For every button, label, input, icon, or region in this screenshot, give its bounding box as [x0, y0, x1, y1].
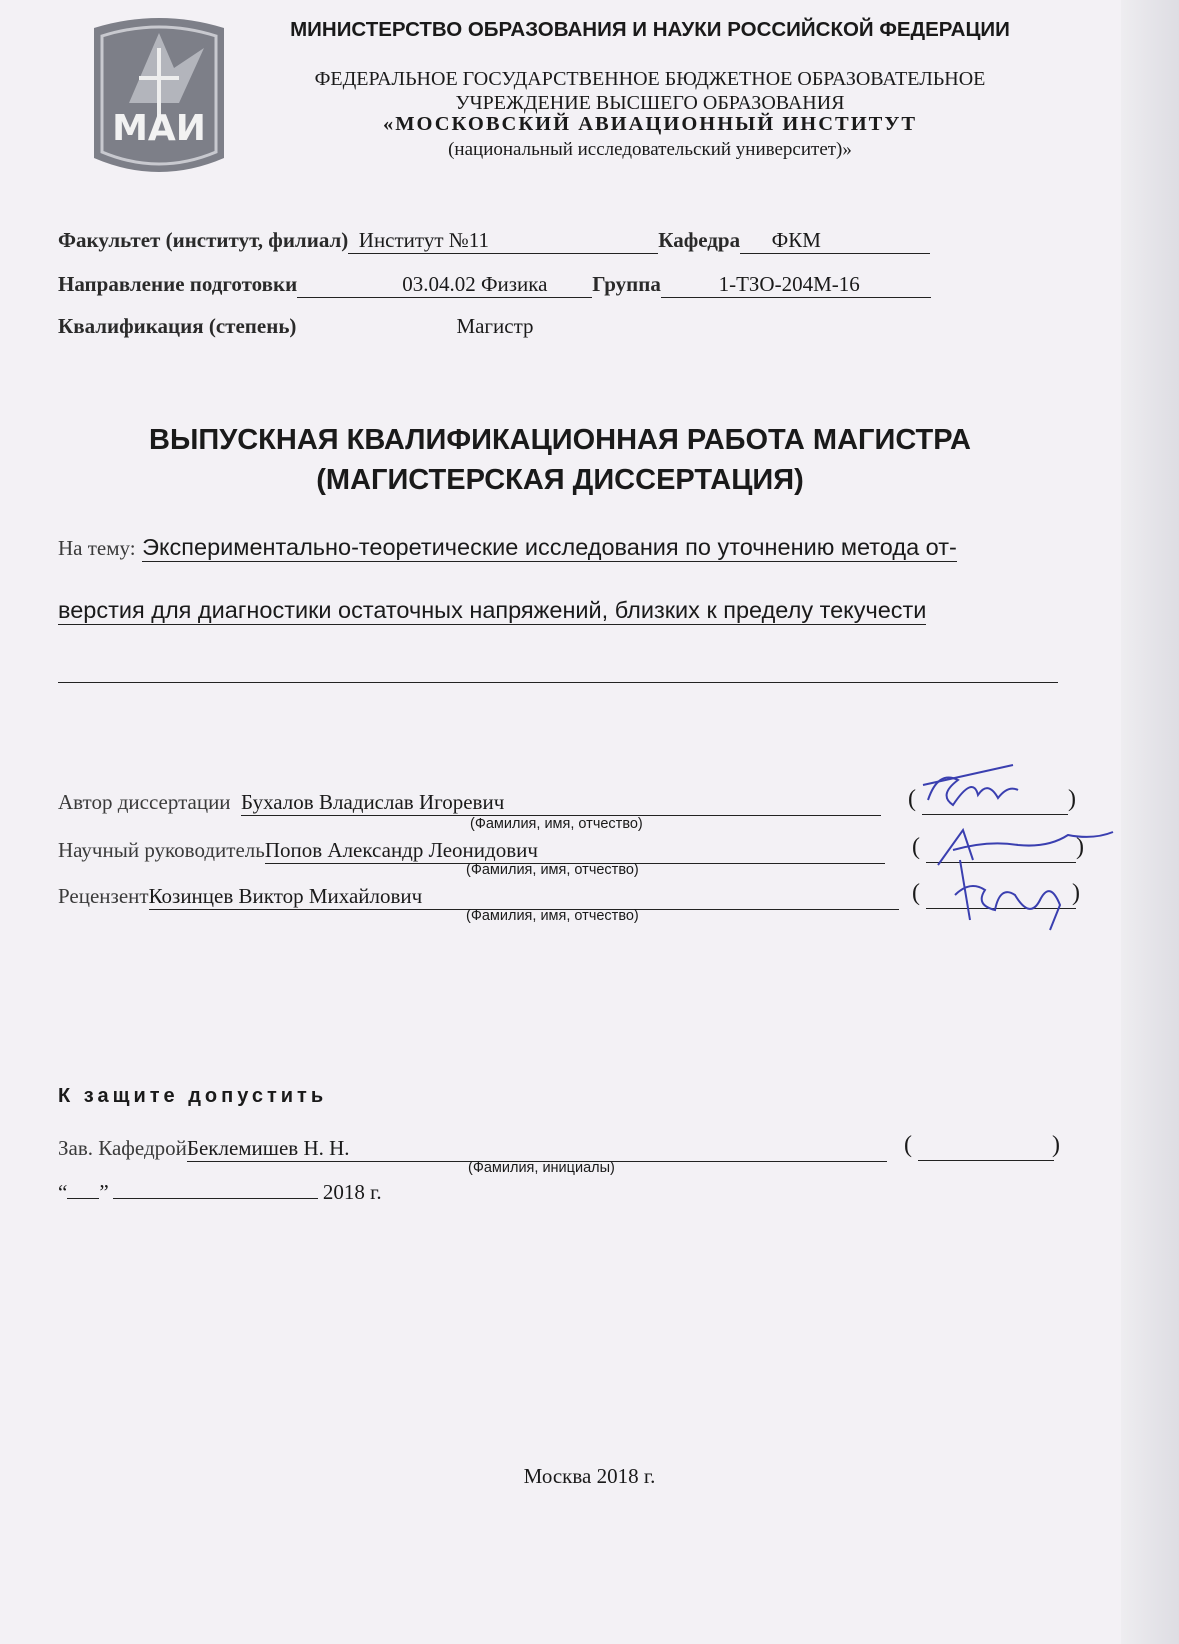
department-label: Кафедра	[658, 228, 741, 252]
author-row	[58, 790, 881, 816]
svg-text:МАИ: МАИ	[112, 108, 206, 149]
reviewer-label: Рецензент	[58, 884, 149, 908]
institution-type-line1: ФЕДЕРАЛЬНОЕ ГОСУДАРСТВЕННОЕ БЮДЖЕТНОЕ ОБРАЗОВАТЕЛЬНОЕ	[314, 68, 986, 90]
date-year: 2018 г.	[322, 1180, 382, 1204]
department-value: ФКМ	[740, 228, 930, 254]
author-label: Автор диссертации	[58, 790, 231, 814]
reviewer-row	[58, 884, 899, 910]
mai-logo	[84, 8, 234, 186]
group-label: Группа	[592, 272, 661, 296]
date-row: “ ” 2018 г.	[58, 1180, 382, 1204]
page-edge-shadow	[1121, 0, 1179, 1644]
university-subtitle: (национальный исследовательский университет)»	[448, 139, 852, 160]
topic-line1	[58, 534, 957, 562]
thesis-title-line1: ВЫПУСКНАЯ КВАЛИФИКАЦИОННАЯ РАБОТА МАГИСТРА	[149, 424, 971, 456]
admit-heading: К защите допустить	[58, 1085, 328, 1107]
institution-type-line2: УЧРЕЖДЕНИЕ ВЫСШЕГО ОБРАЗОВАНИЯ	[455, 92, 845, 114]
ministry-heading: МИНИСТЕРСТВО ОБРАЗОВАНИЯ И НАУКИ РОССИЙСКОЙ ФЕДЕРАЦИИ	[290, 18, 1010, 41]
direction-label: Направление подготовки	[58, 272, 298, 296]
university-name: «МОСКОВСКИЙ АВИАЦИОННЫЙ ИНСТИТУТ	[382, 113, 918, 135]
head-hint: (Фамилия, инициалы)	[468, 1160, 615, 1176]
author-signature	[918, 760, 1028, 820]
topic-blank-line	[58, 682, 1058, 683]
direction-value: 03.04.02 Физика	[297, 272, 592, 298]
city-year: Москва 2018 г.	[523, 1464, 656, 1488]
supervisor-row	[58, 838, 885, 864]
faculty-value: Институт №11	[348, 228, 658, 254]
supervisor-hint: (Фамилия, имя, отчество)	[466, 862, 639, 878]
head-row	[58, 1136, 887, 1162]
thesis-title-line2: (МАГИСТЕРСКАЯ ДИССЕРТАЦИЯ)	[316, 464, 804, 496]
topic-text-2: верстия для диагностики остаточных напряжений, близких к пределу текучести	[58, 597, 927, 623]
reviewer-hint: (Фамилия, имя, отчество)	[466, 908, 639, 924]
reviewer-signature	[940, 850, 1070, 935]
author-hint: (Фамилия, имя, отчество)	[470, 816, 643, 832]
reviewer-name: Козинцев Виктор Михайлович	[149, 884, 899, 910]
faculty-label: Факультет (институт, филиал)	[58, 228, 349, 252]
head-label: Зав. Кафедрой	[58, 1136, 187, 1160]
date-quote: “	[58, 1180, 68, 1204]
qualification-value: Магистр	[456, 314, 534, 338]
title-page: МАИ МИНИСТЕРСТВО ОБРАЗОВАНИЯ И НАУКИ РОССИЙСКОЙ ФЕДЕРАЦИИ ФЕДЕРАЛЬНОЕ ГОСУДАРСТВЕННОЕ БЮДЖЕТНОЕ ОБРАЗОВАТЕЛЬНОЕ УЧРЕЖДЕНИЕ ВЫСШЕГО ОБРАЗОВАНИЯ «МОСКОВСКИЙ АВИАЦИОННЫЙ ИНСТИТУТ (национальный исследовательский университет)» Факультет (институт, филиал) Институт №11 Кафедра ФКМ Направление подготовки 03.04.02 Физика Группа 1-ТЗО-204М-16 Квалификация (степень) Магистр ВЫПУСКНАЯ КВАЛИФИКАЦИОННАЯ РАБОТА МАГИСТРА (МАГИСТЕРСКАЯ ДИССЕРТАЦИЯ) На тему: Экспериментально-теоретические исследования по уточнению метода от- верстия для диагностики остаточных напряжений, близких к пределу текучести Автор диссертации Бухалов Владислав Игоревич ( ) (Фамилия, имя, отчество) Научный руководительПопов Александр Леонидович ( ) (Фамилия, имя, отчество) РецензентКозинцев Виктор Михайлович ( ) (Фамилия, имя, отчество) К защите допустить Зав. КафедройБеклемишев Н. Н. ( ) (Фамилия, инициалы) “ ” 2018 г. Москва 2018 г.	[0, 0, 1179, 1644]
qualification-label: Квалификация (степень)	[58, 314, 297, 338]
topic-text-1: Экспериментально-теоретические исследования по уточнению метода от-	[142, 534, 957, 560]
supervisor-name: Попов Александр Леонидович	[265, 838, 885, 864]
head-name: Беклемишев Н. Н.	[187, 1136, 887, 1162]
topic-label: На тему:	[58, 536, 136, 560]
topic-line2	[58, 597, 926, 625]
supervisor-label: Научный руководитель	[58, 838, 265, 862]
faculty-row	[58, 228, 930, 254]
direction-row	[58, 272, 931, 298]
author-name: Бухалов Владислав Игоревич	[241, 790, 881, 816]
date-month-blank	[113, 1198, 318, 1199]
qualification-row	[58, 314, 534, 339]
group-value: 1-ТЗО-204М-16	[661, 272, 931, 298]
